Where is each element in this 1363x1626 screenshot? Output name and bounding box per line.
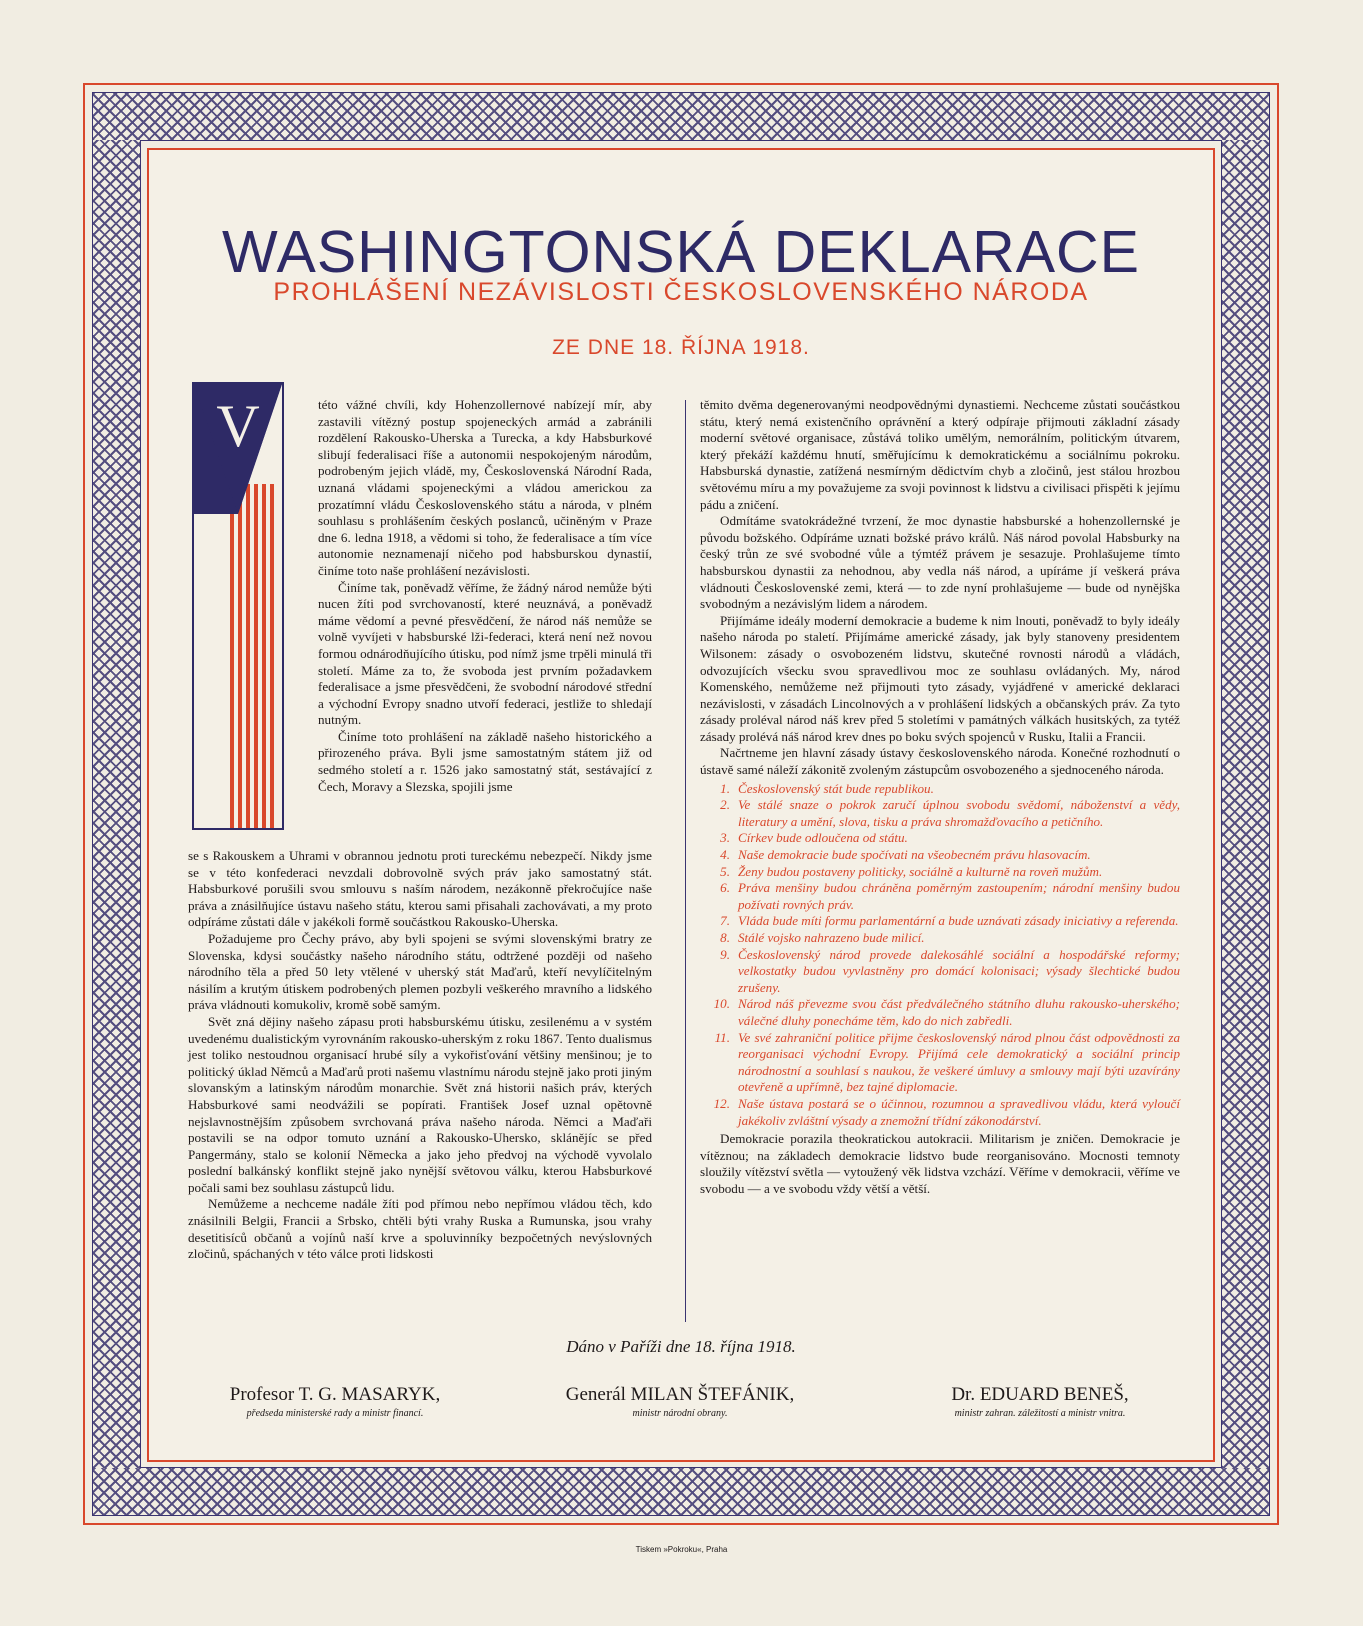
list-item: 2. Ve stálé snaze o pokrok zaručí úplnou svobodu svědomí, náboženství a vědy, literatury a umění, slova, tisku a práva shromažďovacího a petičního. (720, 797, 1180, 829)
paragraph: Požadujeme pro Čechy právo, aby byli spojeni se svými slovenskými bratry ze Slovenska, kdysi součástky našeho národního státu, odtržené později od našeho národního těla a před 50 lety vtělené v uherský stát Maďarů, kteří nevylíčitelným násilím a krutým útiskem podrobených plemen pozbyli veškerého mravního a lidského práva vládnouti komukoliv, kromě sobě samým. (188, 930, 652, 1013)
column-divider (685, 400, 686, 1322)
list-item: 8. Stálé vojsko nahrazeno bude milicí. (720, 930, 925, 945)
decorative-initial-v (192, 382, 284, 830)
list-item: 5. Ženy budou postaveny politicky, sociálně a kulturně na roveň mužům. (720, 863, 1103, 879)
signature-benes (900, 1384, 1180, 1419)
signatory-role: předseda ministerské rady a ministr financí. (246, 1408, 424, 1419)
paragraph: Demokracie porazila theokratickou autokracii. Militarism je zničen. Demokracie je vítěznou; na základech demokracie lidstvo bude reorganisováno. Mocnosti temnoty sloužily vítězství světla — vytoužený věk lidstva vzchází. Věříme v demokracii, věříme ve svobodu — a ve svobodu vždy větší a větší. (700, 1131, 1180, 1196)
signatory-role: ministr zahran. záležitostí a ministr vnitra. (954, 1408, 1126, 1419)
signatory-name: Dr. EDUARD BENEŠ, (951, 1384, 1129, 1405)
list-item: 3. Církev bude odloučena od státu. (720, 830, 908, 846)
paragraph: Odmítáme svatokrádežné tvrzení, že moc dynastie habsburské a hohenzollernské je původu božského. Odpíráme uznati božské právo králů. Náš národ povolal Habsburky na český trůn ze své svobodné vůle a týmtéž právem je sesazuje. Prohlašujeme tímto habsburskou dynastii za nehodnou, aby vedla náš národ, a upíráme jí veškerá práva vládnouti Československé zemi, která — to zde nyní prohlašujeme — bude od nynějška svobodným a nezávislým lidem a národem. (700, 513, 1180, 612)
paragraph: Nemůžeme a nechceme nadále žíti pod přímou nebo nepřímou vládou těch, kdo znásilnili Belgii, Francii a Srbsko, chtěli býti vrahy Ruska a Rumunska, jsou vrahy desetitisíců občanů a vojínů naší krve a spoluvinníky bezpočetných nevýslovných zločinů, spáchaných v této válce proti lidskosti (188, 1196, 652, 1262)
constitution-principles-list (700, 781, 1180, 1129)
paragraph: Přijímáme ideály moderní demokracie a budeme k nim lnouti, poněvadž to byly ideály našeho národa po staletí. Přijímáme americké zásady, jak byly stanoveny presidentem Wilsonem: zásady o osvobozeném lidstvu, skutečné rovnosti národů a vládách, odvozujících všecku svou spravedlivou moc ze souhlasu ovládaných. My, národ Komenského, nemůžeme než přijmouti tyto zásady, vyjádřené v americké deklaraci nezávislosti, v zásadách Lincolnových a v prohlášení lidských a občanských práv. Za tyto zásady proléval národ náš krev před 5 stoletími v památných válkách husitských, za tytéž zásady prolévá náš národ krev dnes po boku svých spojenců v Rusku, Italii a Francii. (700, 612, 1180, 744)
right-column (700, 397, 1180, 1198)
left-column-top (318, 397, 652, 795)
paragraph: se s Rakouskem a Uhrami v obrannou jednotu proti tureckému nebezpečí. Nikdy jsme se v této konfederaci nevzdali dobrovolně svých práv jako samostatný stát. Habsburkové porušili svou smlouvu s naším národem, nezákonně překročujíce naše práva a znásilňujíce ústavu našeho státu, kterou sami přisahali zachovávati, a my proto odpíráme zůstati dále v jakékoli formě součástkou Rakousko-Uherska. (188, 848, 652, 930)
list-item: 4. Naše demokracie bude spočívati na všeobecném právu hlasovacím. (720, 847, 1091, 863)
paragraph: Činíme toto prohlášení na základě našeho historického a přirozeného práva. Byli jsme samostatným státem již od sedmého století a r. 1526 jako samostatný stát, sestávající z Čech, Moravy a Slezska, spojili jsme (318, 728, 652, 794)
initial-stripes-graphic (194, 384, 282, 828)
declaration-date: ZE DNE 18. ŘÍJNA 1918. (552, 336, 810, 359)
paragraph: Svět zná dějiny našeho zápasu proti habsburskému útisku, zesilenému a v systém uvedenému dualistickým vyrovnáním rakousko-uherským z roku 1867. Tento dualismus jest toliko nestoudnou organisací hrubé síly a vykořisťování většiny menšinou; je to politický úklad Němců a Maďarů proti našemu vlastnímu národu stejně jako proti jiným slovanským a latinským národům monarchie. Svět zná historii našich práv, kterých Habsburkové sami neodvážili se popírati. František Josef uznal opětovně nejslavnostnějším způsobem svrchovaná práva našeho národa. Němci a Maďaři postavili se na odpor tomuto uznání a Rakousko-Uhersko, sklánějíc se před Pangermány, stalo se kolonií Německa a jako jeho předvoj na východě vyvolalo poslední balkánský konflikt stejně jako nynější světovou válku, kterou Habsburkové počali sami bez souhlasu zástupců lidu. (188, 1013, 652, 1195)
initial-letter: V (216, 393, 260, 459)
document-title: WASHINGTONSKÁ DEKLARACE (221, 218, 1141, 285)
paragraph: této vážné chvíli, kdy Hohenzollernové nabízejí mír, aby zastavili vítězný postup spojeneckých armád a zabránili rozdělení Rakousko-Uherska a Turecka, a kdy Habsburkové slibují federalisaci říše a autonomii nespokojeným národům, podrobeným jejich vládě, my, Československá Národní Rada, uznaná vládami spojeneckými a vládou americkou za prozatímní vládu Československého státu a národa, v plném souhlasu s prohlášením českých poslanců, učiněným v Praze dne 6. ledna 1918, a vědomi si toho, že federalisace a tím více autonomie neznamenají ničeho pod habsburskou dynastií, činíme toto naše prohlášení nezávislosti. (318, 397, 652, 578)
paragraph: Činíme tak, poněvadž věříme, že žádný národ nemůže býti nucen žíti pod svrchovaností, které neuznává, a poněvadž máme vědomí a pevné přesvědčení, že národ náš nemůže se volně vyvíjeti v habsburské lži-federaci, která není než novou formou odnárodňujícího útisku, pod nímž jsme trpěli minulá tři století. Máme za to, že svoboda jest prvním požadavkem federalisace a jsme přesvědčeni, že svobodní národové střední a východní Evropy snadno utvoří federaci, jestliže to shledají nutným. (318, 579, 652, 728)
signature-stefanik (540, 1384, 820, 1419)
signatory-name: Profesor T. G. MASARYK, (229, 1384, 441, 1405)
document-subtitle: PROHLÁŠENÍ NEZÁVISLOSTI ČESKOSLOVENSKÉHO NÁRODA (273, 278, 1089, 306)
list-item: 7. Vláda bude míti formu parlamentární a bude uznávati zásady iniciativy a referenda. (720, 913, 1179, 929)
list-item: 6. Práva menšiny budou chráněna poměrným zastoupením; národní menšiny budou požívati rovných práv. (720, 880, 1180, 912)
list-item: 1. Československý stát bude republikou. (720, 780, 934, 796)
list-item: 11. Ve své zahraniční politice přijme československý národ plnou část odpovědnosti za reorganisaci východní Evropy. Přijímá cele demokratický a sociální princip národnostní a souhlasí s naukou, že veškeré úmluvy a smlouvy mají býti uzavírány otevřeně a upřímně, bez tajné diplomacie. (714, 1029, 1180, 1095)
list-item: 10. Národ náš převezme svou část předválečného státního dluhu rakousko-uherského; válečné dluhy ponecháme těm, kdo do nich zabředli. (713, 996, 1180, 1028)
list-item: 9. Československý národ provede dalekosáhlé sociální a hospodářské reformy; velkostatky budou vyvlastněny pro domácí kolonisaci; výsady šlechtické budou zrušeny. (720, 946, 1180, 995)
signatory-name: Generál MILAN ŠTEFÁNIK, (565, 1384, 795, 1405)
paragraph: Načrtneme jen hlavní zásady ústavy československého národa. Konečné rozhodnutí o ústavě samé náleží zákonitě zvoleným zástupcům osvobozeného a sjednoceného národa. (700, 745, 1180, 778)
given-in-paris-line: Dáno v Paříži dne 18. října 1918. (566, 1337, 796, 1356)
signatory-role: ministr národní obrany. (632, 1408, 728, 1419)
left-column-bottom (188, 848, 652, 1263)
signature-masaryk (200, 1384, 470, 1419)
list-item: 12. Naše ústava postará se o účinnou, rozumnou a spravedlivou vládu, která vyloučí jakékoliv zvláštní výsady a znemožní třídní zákonodárství. (713, 1095, 1180, 1128)
printer-imprint: Tiskem »Pokroku«, Praha (635, 1545, 728, 1554)
paragraph: těmito dvěma degenerovanými neodpovědnými dynastiemi. Nechceme zůstati součástkou státu, který nemá existenčního oprávnění a který odpíraje přijmouti základní zásady moderní světové organisace, zůstává toliko umělým, nemorálním, politickým útvarem, který překáží každému hnutí, směřujícímu k demokratickému a sociálnímu pokroku. Habsburská dynastie, zatížená nesmírným dědictvím chyb a zločinů, jest stálou hrozbou světovému míru a my považujeme za svoji povinnost k lidstvu a civilisaci přispěti k jejímu pádu a zničení. (700, 397, 1180, 512)
